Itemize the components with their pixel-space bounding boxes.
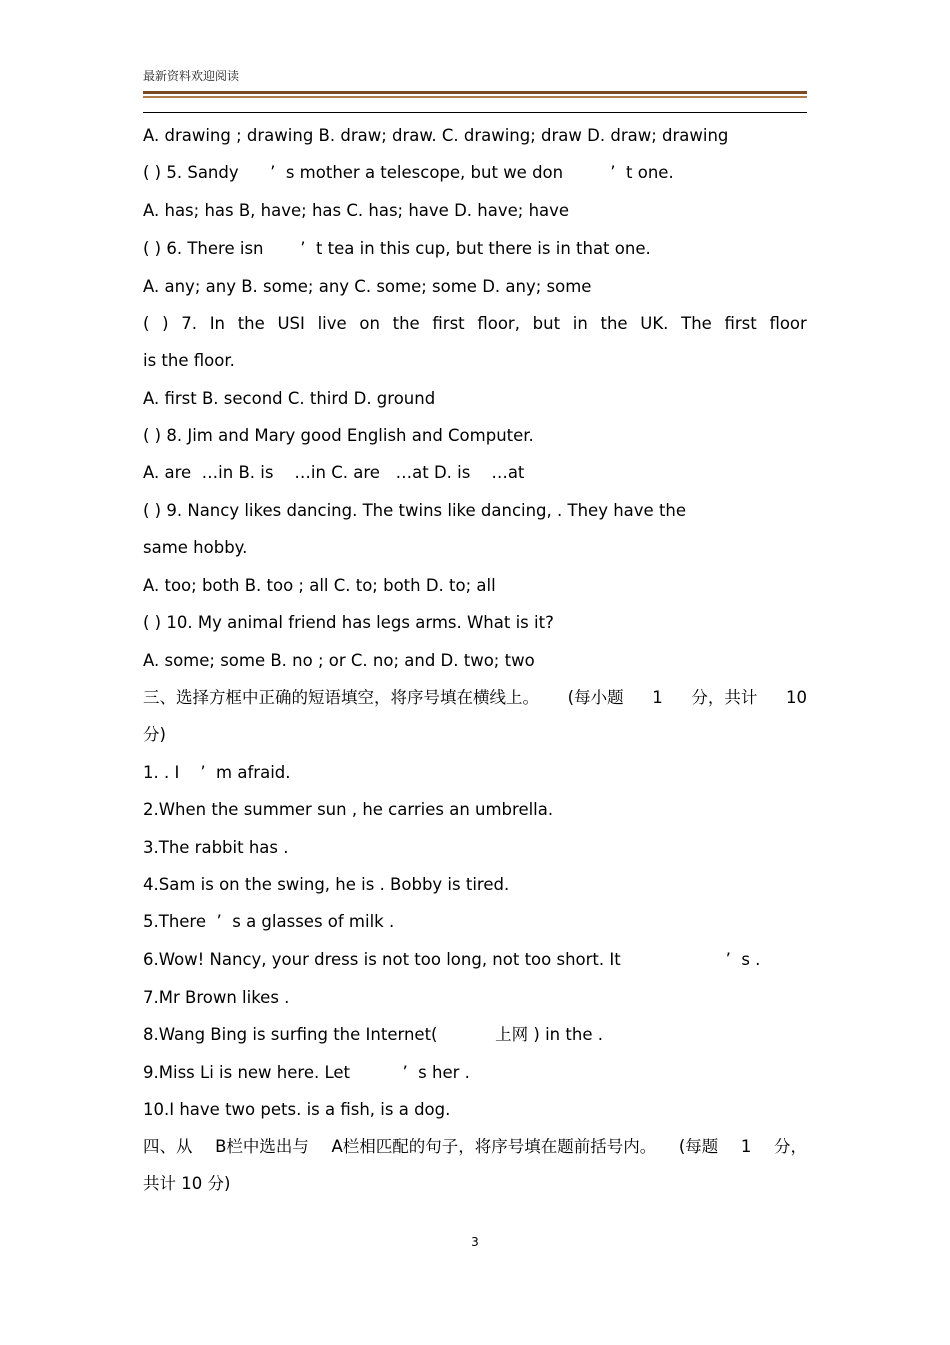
page-header: 最新资料欢迎阅读 bbox=[143, 69, 240, 83]
text-line: ( ) 8. Jim and Mary good English and Computer. bbox=[143, 426, 534, 445]
text-line: A. first B. second C. third D. ground bbox=[143, 389, 436, 408]
text-line: A. drawing ; drawing B. draw; draw. C. drawing; draw D. draw; drawing bbox=[143, 126, 729, 145]
text-line: ( ) 6. There isn ’ t tea in this cup, but there is in that one. bbox=[143, 239, 651, 258]
header-rule-thick bbox=[143, 91, 807, 94]
text-line: A. are …in B. is …in C. are …at D. is …at bbox=[143, 463, 525, 482]
text-line: ( ) 5. Sandy ’ s mother a telescope, but we don ’ t one. bbox=[143, 163, 674, 182]
text-line: is the floor. bbox=[143, 351, 235, 370]
text-line: 5.There ’ s a glasses of milk . bbox=[143, 912, 395, 931]
text-line: A. has; has B, have; has C. has; have D. have; have bbox=[143, 201, 570, 220]
text-line: 4.Sam is on the swing, he is . Bobby is tired. bbox=[143, 875, 510, 894]
text-line: same hobby. bbox=[143, 538, 248, 557]
text-line: ( ) 10. My animal friend has legs arms. What is it? bbox=[143, 613, 554, 632]
text-line: A. too; both B. too ; all C. to; both D. to; all bbox=[143, 576, 496, 595]
header-rule-mid bbox=[143, 96, 807, 98]
text-line: 8.Wang Bing is surfing the Internet( 上网 ) in the . bbox=[143, 1025, 603, 1044]
text-line: 7.Mr Brown likes . bbox=[143, 988, 290, 1007]
text-line: 9.Miss Li is new here. Let ’ s her . bbox=[143, 1063, 470, 1082]
text-line: 1. . I ’ m afraid. bbox=[143, 763, 291, 782]
text-line: 10.I have two pets. is a fish, is a dog. bbox=[143, 1100, 451, 1119]
text-line: 分) bbox=[143, 725, 166, 744]
text-line: 四、从 B栏中选出与 A栏相匹配的句子，将序号填在题前括号内。 (每题 1 分， bbox=[143, 1137, 807, 1156]
text-line: 6.Wow! Nancy, your dress is not too long, not too short. It ’ s . bbox=[143, 950, 761, 969]
text-line: 共计 10 分) bbox=[143, 1174, 231, 1193]
text-line: A. any; any B. some; any C. some; some D. any; some bbox=[143, 277, 592, 296]
text-line: ( ) 7. In the USI live on the first floor, but in the UK. The first floor bbox=[143, 314, 807, 333]
text-line: A. some; some B. no ; or C. no; and D. two; two bbox=[143, 651, 535, 670]
text-line: 3.The rabbit has . bbox=[143, 838, 289, 857]
text-line: ( ) 9. Nancy likes dancing. The twins like dancing, . They have the bbox=[143, 501, 687, 520]
page-number: 3 bbox=[471, 1235, 479, 1249]
text-line: 2.When the summer sun , he carries an umbrella. bbox=[143, 800, 554, 819]
text-line: 三、选择方框中正确的短语填空，将序号填在横线上。 (每小题 1 分，共计 10 bbox=[143, 688, 807, 707]
header-rule-thin bbox=[143, 112, 807, 113]
